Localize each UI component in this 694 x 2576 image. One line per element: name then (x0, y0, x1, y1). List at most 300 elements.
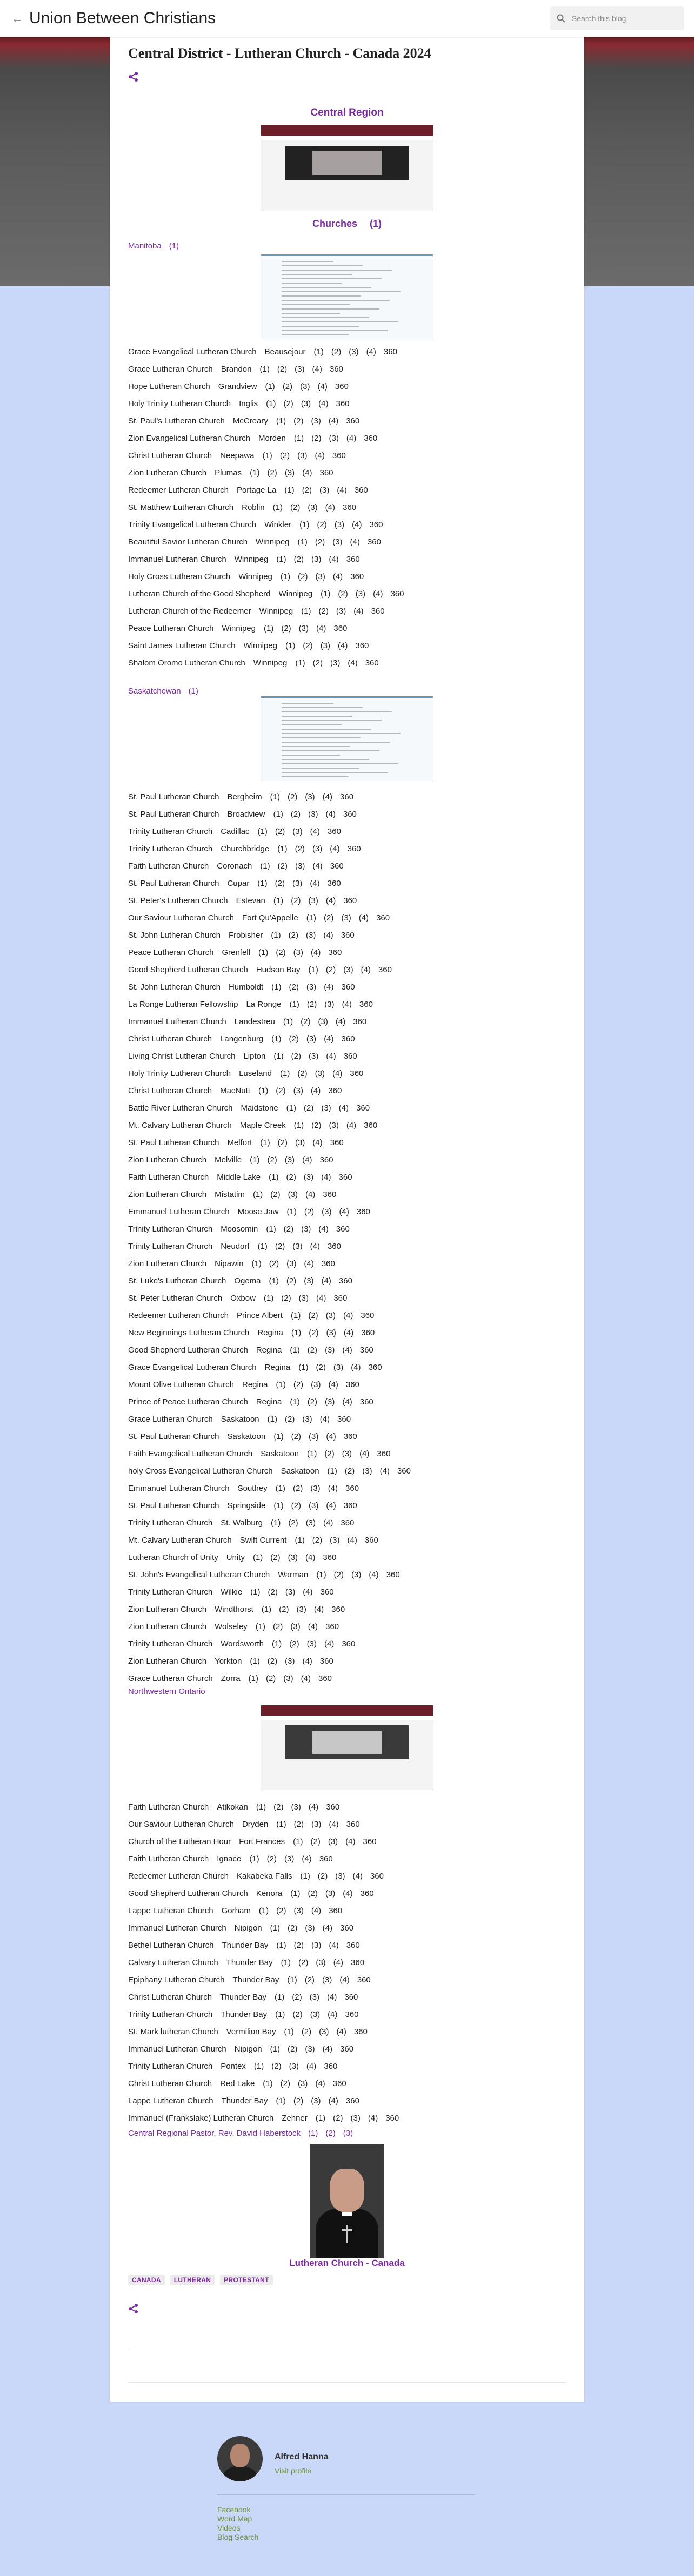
photo-link[interactable]: (3) (292, 879, 303, 888)
photo-link[interactable]: (1) (257, 879, 268, 888)
photo-link[interactable]: (4) (368, 2114, 378, 2123)
photo-link[interactable]: (1) (276, 1941, 286, 1950)
360-view-link[interactable]: 360 (363, 1837, 377, 1846)
photo-link[interactable]: (1) (293, 434, 304, 443)
photo-link[interactable]: (4) (313, 1605, 324, 1614)
photo-link[interactable]: (2) (289, 1639, 299, 1649)
photo-link[interactable]: (3) (362, 1467, 372, 1476)
360-view-link[interactable]: 360 (333, 624, 348, 633)
360-view-link[interactable]: 360 (331, 1605, 345, 1614)
photo-link[interactable]: (2) (273, 1622, 283, 1631)
photo-link[interactable]: (4) (329, 555, 339, 564)
photo-link[interactable]: (3) (319, 486, 330, 495)
photo-link[interactable]: (4) (305, 1190, 316, 1199)
photo-link[interactable]: (3) (311, 416, 321, 426)
photo-link[interactable]: (3) (350, 2114, 361, 2123)
360-view-link[interactable]: 360 (364, 434, 378, 443)
photo-link[interactable]: (2) (267, 1155, 277, 1165)
360-view-link[interactable]: 360 (343, 1432, 357, 1441)
photo-link[interactable]: (2) (306, 1000, 317, 1009)
photo-link[interactable]: (3) (333, 1363, 344, 1372)
photo-link[interactable]: (1) (257, 827, 268, 836)
photo-link[interactable]: (1) (321, 589, 331, 598)
photo-link[interactable]: (2) (270, 1190, 281, 1199)
photo-link[interactable]: (3) (305, 2044, 315, 2054)
photo-link[interactable]: (4) (328, 1380, 338, 1389)
photo-link[interactable]: (2) (298, 572, 308, 581)
profile-page-link[interactable]: Videos (217, 2524, 241, 2532)
photo-link[interactable]: (3) (334, 520, 345, 529)
photo-link[interactable]: (3) (320, 641, 331, 650)
photo-link[interactable]: (2) (293, 1941, 304, 1950)
churches-count-link[interactable]: (1) (370, 218, 382, 229)
photo-link[interactable]: (1) (249, 1854, 259, 1864)
photo-link[interactable]: (3) (325, 1889, 336, 1898)
photo-link[interactable]: (1) (259, 365, 270, 374)
photo-link[interactable]: (1) (253, 2062, 264, 2071)
photo-link[interactable]: (2) (324, 913, 334, 923)
photo-link[interactable]: (4) (330, 844, 340, 853)
photo-link[interactable]: (3) (297, 2079, 308, 2088)
360-view-link[interactable]: 360 (377, 1449, 391, 1458)
photo-link[interactable]: (2) (289, 983, 299, 992)
360-view-link[interactable]: 360 (323, 1190, 337, 1199)
photo-link[interactable]: (1) (273, 896, 284, 905)
360-view-link[interactable]: 360 (336, 1225, 350, 1234)
photo-link[interactable]: (2) (283, 1225, 294, 1234)
photo-link[interactable]: (1) (258, 948, 269, 957)
photo-link[interactable]: (3) (308, 503, 318, 512)
photo-link[interactable]: (3) (306, 983, 317, 992)
photo-link[interactable]: (4) (333, 1958, 344, 1967)
photo-link[interactable]: (3) (328, 1837, 338, 1846)
photo-link[interactable]: (1) (263, 1294, 274, 1303)
photo-link[interactable]: (4) (359, 1449, 370, 1458)
photo-link[interactable]: (2) (277, 365, 288, 374)
photo-link[interactable]: (3) (292, 827, 303, 836)
photo-link[interactable]: (4) (304, 1259, 314, 1268)
photo-link[interactable]: (3) (288, 1553, 298, 1562)
photo-link[interactable]: (1) (260, 862, 270, 871)
photo-link[interactable]: (3) (290, 1622, 301, 1631)
photo-link[interactable]: (2) (293, 2096, 304, 2106)
360-view-link[interactable]: 360 (329, 365, 343, 374)
photo-link[interactable]: (2) (279, 1605, 289, 1614)
pastor-link[interactable]: Central Regional Pastor, Rev. David Haberstock (128, 2129, 301, 2138)
photo-link[interactable]: (4) (302, 1155, 312, 1165)
photo-link[interactable]: (1) (258, 1906, 269, 1915)
photo-link[interactable]: (4) (323, 931, 333, 940)
photo-link[interactable]: (4) (302, 1854, 312, 1864)
photo-link[interactable]: (2) (304, 1104, 314, 1113)
photo-link[interactable]: (4) (329, 1941, 339, 1950)
photo-link[interactable]: (3) (341, 913, 351, 923)
photo-link[interactable]: (4) (345, 1837, 356, 1846)
photo-link[interactable]: (4) (318, 1225, 329, 1234)
photo-link[interactable]: (3) (303, 1173, 314, 1182)
photo-link[interactable]: (4) (351, 1363, 361, 1372)
photo-link[interactable]: (4) (332, 572, 343, 581)
photo-link[interactable]: (1) (284, 2027, 294, 2036)
360-view-link[interactable]: 360 (365, 658, 379, 668)
blog-title[interactable]: Union Between Christians (29, 9, 216, 27)
pastor-photo-link[interactable]: (2) (325, 2129, 336, 2138)
photo-link[interactable]: (2) (333, 2114, 343, 2123)
photo-link[interactable]: (3) (301, 399, 311, 408)
photo-link[interactable]: (4) (327, 1993, 337, 2002)
section-count-link[interactable]: (1) (169, 241, 179, 251)
photo-link[interactable]: (2) (301, 1017, 311, 1026)
360-view-link[interactable]: 360 (336, 399, 350, 408)
photo-link[interactable]: (1) (266, 399, 276, 408)
360-view-link[interactable]: 360 (346, 1941, 360, 1950)
photo-link[interactable]: (2) (293, 1484, 303, 1493)
photo-link[interactable]: (2) (271, 2062, 282, 2071)
photo-link[interactable]: (1) (271, 1518, 281, 1528)
360-view-link[interactable]: 360 (367, 537, 381, 547)
photo-link[interactable]: (4) (373, 589, 383, 598)
photo-link[interactable]: (2) (267, 1657, 278, 1666)
photo-link[interactable]: (1) (276, 555, 286, 564)
360-view-link[interactable]: 360 (378, 965, 392, 974)
photo-link[interactable]: (1) (261, 1605, 272, 1614)
photo-link[interactable]: (4) (317, 382, 328, 391)
photo-link[interactable]: (4) (328, 2010, 338, 2019)
photo-link[interactable]: (4) (358, 913, 369, 923)
label-tag[interactable]: LUTHERAN (170, 2275, 215, 2285)
photo-link[interactable]: (3) (309, 1501, 319, 1510)
photo-link[interactable]: (3) (311, 1380, 321, 1389)
photo-link[interactable]: (2) (281, 1294, 291, 1303)
photo-link[interactable]: (2) (291, 1052, 301, 1061)
photo-link[interactable]: (1) (271, 931, 281, 940)
photo-link[interactable]: (4) (310, 1086, 321, 1095)
photo-link[interactable]: (1) (297, 537, 308, 547)
profile-page-link[interactable]: Word Map (217, 2514, 252, 2523)
photo-link[interactable]: (1) (295, 1536, 305, 1545)
photo-link[interactable]: (4) (352, 520, 362, 529)
360-view-link[interactable]: 360 (386, 1570, 400, 1579)
photo-link[interactable]: (3) (309, 1993, 319, 2002)
photo-link[interactable]: (2) (338, 589, 348, 598)
photo-link[interactable]: (4) (302, 468, 312, 477)
360-view-link[interactable]: 360 (360, 1889, 374, 1898)
photo-link[interactable]: (2) (324, 1449, 335, 1458)
photo-link[interactable]: (3) (329, 434, 339, 443)
360-view-link[interactable]: 360 (343, 1501, 357, 1510)
profile-page-link[interactable]: Facebook (217, 2505, 251, 2514)
photo-link[interactable]: (3) (296, 1605, 306, 1614)
photo-link[interactable]: (4) (310, 1242, 320, 1251)
photo-link[interactable]: (4) (312, 1138, 323, 1147)
photo-link[interactable]: (2) (292, 2010, 303, 2019)
360-view-link[interactable]: 360 (346, 416, 360, 426)
photo-link[interactable]: (2) (282, 382, 293, 391)
photo-link[interactable]: (3) (322, 1975, 332, 1985)
360-view-link[interactable]: 360 (356, 1207, 370, 1216)
360-view-link[interactable]: 360 (319, 1657, 333, 1666)
360-view-link[interactable]: 360 (328, 948, 342, 957)
photo-link[interactable]: (3) (326, 1328, 336, 1337)
search-box[interactable] (550, 6, 684, 30)
photo-link[interactable]: (3) (335, 1872, 345, 1881)
360-view-link[interactable]: 360 (368, 1363, 382, 1372)
360-view-link[interactable]: 360 (369, 520, 383, 529)
photo-link[interactable]: (3) (293, 948, 303, 957)
photo-link[interactable]: (2) (297, 1069, 308, 1078)
photo-link[interactable]: (4) (343, 1889, 353, 1898)
360-view-link[interactable]: 360 (319, 1854, 333, 1864)
photo-link[interactable]: (2) (276, 1086, 286, 1095)
photo-link[interactable]: (1) (280, 572, 291, 581)
photo-link[interactable]: (2) (287, 2044, 298, 2054)
photo-link[interactable]: (4) (346, 1121, 357, 1130)
photo-link[interactable]: (3) (305, 1518, 316, 1528)
photo-link[interactable]: (4) (339, 1975, 350, 1985)
360-view-link[interactable]: 360 (341, 931, 355, 940)
photo-link[interactable]: (1) (266, 1225, 276, 1234)
photo-link[interactable]: (4) (337, 486, 347, 495)
360-view-link[interactable]: 360 (345, 2010, 359, 2019)
photo-link[interactable]: (1) (262, 451, 272, 460)
360-view-link[interactable]: 360 (343, 1052, 357, 1061)
photo-link[interactable]: (4) (325, 896, 336, 905)
photo-link[interactable]: (4) (324, 1034, 334, 1044)
photo-link[interactable]: (2) (285, 1415, 295, 1424)
photo-link[interactable]: (1) (271, 1034, 282, 1044)
360-view-link[interactable]: 360 (351, 1958, 365, 1967)
photo-link[interactable]: (4) (319, 1415, 330, 1424)
photo-link[interactable]: (2) (281, 624, 291, 633)
photo-link[interactable]: (1) (316, 1570, 326, 1579)
360-view-link[interactable]: 360 (319, 1155, 333, 1165)
360-view-link[interactable]: 360 (390, 589, 404, 598)
section-link[interactable]: Saskatchewan (128, 687, 181, 696)
photo-link[interactable]: (3) (288, 1190, 298, 1199)
photo-link[interactable]: (1) (250, 468, 260, 477)
360-view-link[interactable]: 360 (385, 2114, 399, 2123)
photo-link[interactable]: (1) (273, 1432, 284, 1441)
photo-link[interactable]: (2) (267, 468, 277, 477)
photo-link[interactable]: (1) (300, 1872, 310, 1881)
photo-link[interactable]: (1) (283, 1017, 293, 1026)
photo-link[interactable]: (1) (273, 810, 283, 819)
360-view-link[interactable]: 360 (357, 1975, 371, 1985)
360-view-link[interactable]: 360 (356, 1104, 370, 1113)
photo-link[interactable]: (1) (276, 1380, 286, 1389)
photo-link[interactable]: (4) (342, 1000, 352, 1009)
photo-link[interactable]: (3) (308, 810, 318, 819)
photo-link[interactable]: (1) (295, 658, 305, 668)
360-view-link[interactable]: 360 (340, 1923, 354, 1933)
photo-link[interactable]: (1) (271, 983, 282, 992)
360-view-link[interactable]: 360 (330, 1138, 344, 1147)
360-view-link[interactable]: 360 (353, 1017, 367, 1026)
360-view-link[interactable]: 360 (326, 1802, 340, 1812)
photo-link[interactable]: (2) (265, 1674, 276, 1683)
photo-link[interactable]: (3) (298, 1294, 309, 1303)
photo-link[interactable]: (1) (273, 1052, 284, 1061)
photo-link[interactable]: (4) (310, 827, 320, 836)
photo-link[interactable]: (3) (324, 1000, 335, 1009)
photo-link[interactable]: (2) (333, 1570, 344, 1579)
360-view-link[interactable]: 360 (341, 983, 355, 992)
360-view-link[interactable]: 360 (359, 1346, 373, 1355)
photo-link[interactable]: (4) (322, 792, 333, 802)
photo-link[interactable]: (3) (311, 1820, 322, 1829)
photo-link[interactable]: (1) (299, 520, 310, 529)
360-view-link[interactable]: 360 (338, 1173, 352, 1182)
photo-link[interactable]: (3) (329, 1121, 339, 1130)
photo-link[interactable]: (2) (315, 537, 325, 547)
section-count-link[interactable]: (1) (188, 687, 198, 696)
photo-link[interactable]: (3) (325, 1397, 335, 1407)
360-view-link[interactable]: 360 (318, 1674, 332, 1683)
section-link[interactable]: Northwestern Ontario (128, 1687, 205, 1696)
photo-link[interactable]: (2) (291, 1432, 302, 1441)
photo-link[interactable]: (4) (332, 1069, 343, 1078)
photo-link[interactable]: (3) (304, 1276, 314, 1286)
360-view-link[interactable]: 360 (359, 1000, 373, 1009)
photo-link[interactable]: (3) (297, 451, 308, 460)
photo-link[interactable]: (3) (343, 965, 353, 974)
360-view-link[interactable]: 360 (332, 451, 346, 460)
photo-link[interactable]: (3) (330, 658, 341, 668)
photo-link[interactable]: (1) (265, 382, 275, 391)
360-view-link[interactable]: 360 (361, 1328, 375, 1337)
photo-link[interactable]: (4) (322, 1923, 333, 1933)
photo-link[interactable]: (1) (301, 607, 311, 616)
photo-link[interactable]: (3) (310, 2010, 321, 2019)
photo-link[interactable]: (2) (283, 399, 293, 408)
photo-link[interactable]: (4) (338, 641, 348, 650)
photo-link[interactable]: (2) (292, 1993, 302, 2002)
photo-link[interactable]: (2) (291, 896, 301, 905)
photo-link[interactable]: (3) (305, 792, 315, 802)
360-view-link[interactable]: 360 (342, 1639, 356, 1649)
photo-link[interactable]: (1) (308, 965, 318, 974)
photo-link[interactable]: (4) (311, 1906, 322, 1915)
360-view-link[interactable]: 360 (324, 2062, 338, 2071)
360-view-link[interactable]: 360 (376, 913, 390, 923)
photo-link[interactable]: (3) (316, 1958, 326, 1967)
photo-link[interactable]: (4) (343, 1311, 353, 1320)
photo-link[interactable]: (1) (290, 1397, 300, 1407)
photo-link[interactable]: (2) (273, 1802, 284, 1812)
360-view-link[interactable]: 360 (350, 572, 364, 581)
photo-link[interactable]: (4) (312, 862, 323, 871)
photo-link[interactable]: (1) (298, 1363, 309, 1372)
360-view-link[interactable]: 360 (327, 879, 341, 888)
photo-link[interactable]: (3) (284, 1155, 295, 1165)
section-link[interactable]: Manitoba (128, 241, 162, 251)
360-view-link[interactable]: 360 (346, 555, 360, 564)
photo-link[interactable]: (3) (302, 1415, 312, 1424)
photo-link[interactable]: (1) (269, 1276, 279, 1286)
photo-link[interactable]: (1) (307, 1449, 317, 1458)
photo-link[interactable]: (2) (301, 2027, 312, 2036)
360-view-link[interactable]: 360 (320, 1588, 334, 1597)
360-view-link[interactable]: 360 (353, 2027, 368, 2036)
photo-link[interactable]: (1) (257, 1242, 268, 1251)
pastor-photo-link[interactable]: (3) (343, 2129, 353, 2138)
photo-link[interactable]: (2) (304, 1207, 315, 1216)
photo-link[interactable]: (4) (361, 965, 371, 974)
photo-link[interactable]: (2) (286, 1276, 297, 1286)
360-view-link[interactable]: 360 (327, 1242, 341, 1251)
photo-link[interactable]: (1) (263, 624, 274, 633)
360-view-link[interactable]: 360 (345, 1380, 359, 1389)
photo-link[interactable]: (3) (319, 2027, 329, 2036)
photo-link[interactable]: (4) (350, 537, 360, 547)
profile-page-link[interactable]: Blog Search (217, 2533, 259, 2541)
photo-link[interactable]: (1) (306, 913, 317, 923)
photo-link[interactable]: (4) (316, 1294, 326, 1303)
photo-link[interactable]: (3) (332, 537, 343, 547)
photo-link[interactable]: (1) (250, 1155, 260, 1165)
photo-link[interactable]: (1) (291, 1328, 302, 1337)
photo-link[interactable]: (3) (295, 1138, 305, 1147)
photo-link[interactable]: (2) (307, 1346, 318, 1355)
360-view-link[interactable]: 360 (345, 1484, 359, 1493)
360-view-link[interactable]: 360 (397, 1467, 411, 1476)
photo-link[interactable]: (4) (326, 1501, 336, 1510)
photo-link[interactable]: (4) (301, 1674, 311, 1683)
photo-link[interactable]: (3) (312, 844, 323, 853)
photo-link[interactable]: (2) (331, 347, 342, 357)
360-view-link[interactable]: 360 (341, 1518, 355, 1528)
photo-link[interactable]: (2) (309, 1328, 319, 1337)
photo-link[interactable]: (4) (352, 1872, 363, 1881)
photo-link[interactable]: (1) (263, 2079, 273, 2088)
photo-link[interactable]: (2) (298, 1958, 309, 1967)
photo-link[interactable]: (2) (312, 1536, 323, 1545)
photo-link[interactable]: (3) (318, 1017, 328, 1026)
photo-link[interactable]: (1) (251, 1259, 262, 1268)
360-view-link[interactable]: 360 (346, 1820, 360, 1829)
photo-link[interactable]: (1) (274, 1993, 285, 2002)
photo-link[interactable]: (1) (293, 1121, 304, 1130)
pastor-photo-link[interactable]: (1) (308, 2129, 318, 2138)
photo-link[interactable]: (4) (322, 2044, 333, 2054)
photo-link[interactable]: (3) (351, 1570, 362, 1579)
photo-link[interactable]: (2) (311, 1121, 322, 1130)
360-view-link[interactable]: 360 (344, 1993, 358, 2002)
photo-link[interactable]: (2) (304, 1975, 315, 1985)
photo-link[interactable]: (1) (258, 1086, 269, 1095)
360-view-link[interactable]: 360 (364, 1121, 378, 1130)
360-view-link[interactable]: 360 (343, 503, 357, 512)
photo-link[interactable]: (2) (275, 879, 285, 888)
360-view-link[interactable]: 360 (354, 486, 368, 495)
photo-link[interactable]: (2) (325, 965, 336, 974)
photo-link[interactable]: (3) (301, 1225, 311, 1234)
photo-link[interactable]: (1) (248, 1674, 258, 1683)
photo-link[interactable]: (2) (293, 1820, 304, 1829)
photo-link[interactable]: (1) (271, 1639, 282, 1649)
photo-link[interactable]: (2) (310, 1837, 321, 1846)
photo-link[interactable]: (2) (270, 1553, 281, 1562)
photo-link[interactable]: (3) (315, 1069, 325, 1078)
photo-link[interactable]: (4) (336, 2027, 346, 2036)
photo-link[interactable]: (3) (325, 1346, 335, 1355)
visit-profile-link[interactable]: Visit profile (275, 2466, 312, 2475)
photo-link[interactable]: (4) (348, 658, 358, 668)
photo-link[interactable]: (3) (315, 572, 325, 581)
photo-link[interactable]: (1) (315, 2114, 326, 2123)
photo-link[interactable]: (4) (379, 1467, 390, 1476)
photo-link[interactable]: (3) (355, 589, 366, 598)
